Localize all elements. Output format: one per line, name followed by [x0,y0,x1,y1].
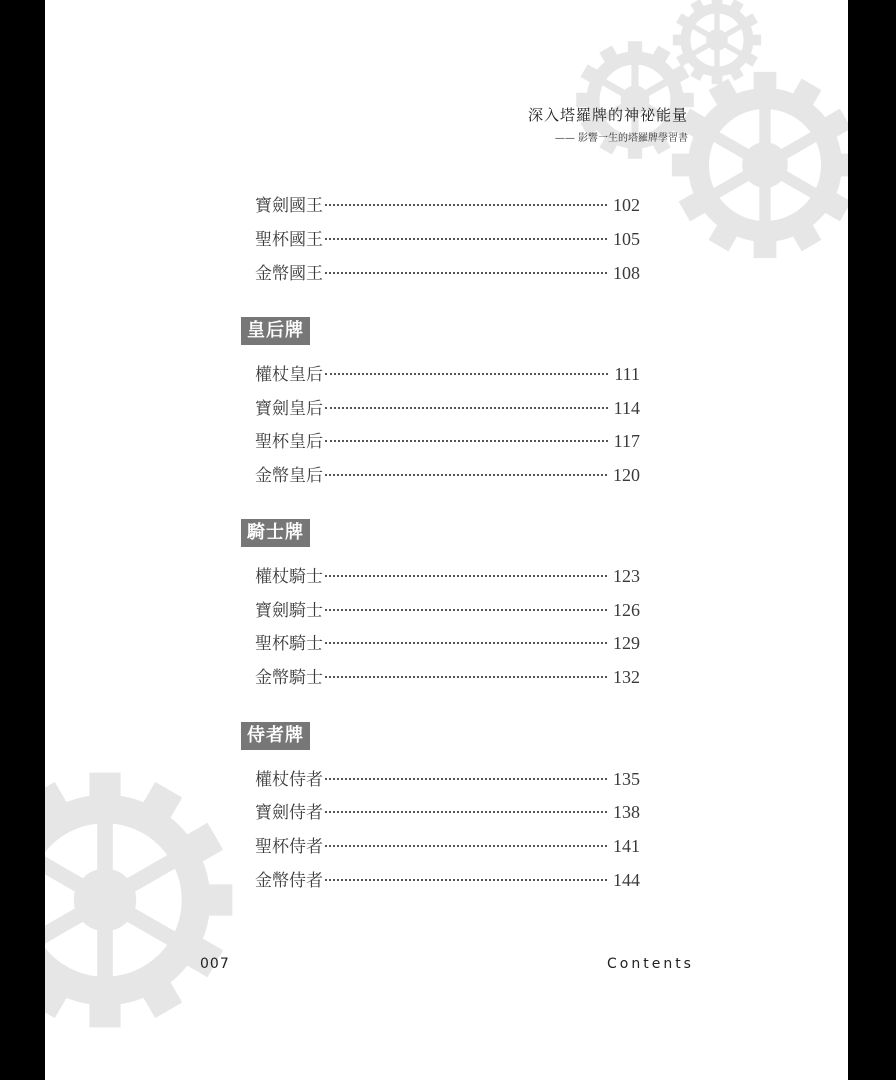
book-title: 深入塔羅牌的神祕能量 [527,106,688,124]
toc-entry-label: 寶劍國王 [255,196,323,216]
toc-entry-page: 105 [613,229,640,249]
toc-entry[interactable] [255,461,640,485]
toc-entry-page: 144 [613,870,640,890]
page-number: 007 [200,956,230,972]
running-footer-label: Contents [607,956,694,972]
toc-entry[interactable] [255,629,640,653]
dot-leader [325,879,607,881]
toc-entry[interactable] [255,360,640,384]
toc-entry[interactable] [255,427,640,451]
book-page [45,0,848,1080]
toc-entry[interactable] [255,866,640,890]
toc-entry-label: 金幣皇后 [255,466,323,486]
toc-entry[interactable] [255,191,640,215]
dot-leader [325,811,607,813]
toc-entry-page: 108 [613,263,640,283]
dot-leader [325,575,607,577]
toc-entry-label: 寶劍侍者 [255,803,323,823]
dot-leader [325,272,607,274]
toc-entry-label: 聖杯皇后 [255,432,323,452]
toc-entry-page: 132 [613,667,640,687]
book-subtitle: —— 影響一生的塔羅牌學習書 [554,133,688,144]
toc-entry[interactable] [255,798,640,822]
toc-entry-page: 141 [613,836,640,856]
toc-entry-label: 權杖侍者 [255,770,323,790]
dot-leader [325,642,607,644]
toc-entry[interactable] [255,663,640,687]
section-heading-queen: 皇后牌 [241,317,310,345]
toc-entry[interactable] [255,394,640,418]
dot-leader [325,238,607,240]
toc-entry-label: 金幣騎士 [255,668,323,688]
toc-entry-label: 聖杯國王 [255,230,323,250]
toc-entry-label: 聖杯騎士 [255,634,323,654]
toc-entry-page: 138 [613,802,640,822]
dot-leader [325,440,608,442]
toc-entry-page: 123 [613,566,640,586]
toc-entry[interactable] [255,259,640,283]
dot-leader [325,845,607,847]
toc-entry[interactable] [255,225,640,249]
toc-entry-label: 權杖皇后 [255,365,323,385]
toc-entry-label: 寶劍騎士 [255,601,323,621]
toc-entry-page: 120 [613,465,640,485]
toc-entry-page: 126 [613,600,640,620]
toc-entry-page: 114 [613,398,640,418]
toc-entry-page: 117 [613,431,640,451]
table-of-contents [45,0,848,1080]
toc-entry-page: 129 [613,633,640,653]
toc-entry[interactable] [255,562,640,586]
toc-entry[interactable] [255,765,640,789]
toc-entry-page: 111 [614,364,640,384]
toc-entry-label: 權杖騎士 [255,567,323,587]
toc-entry-page: 102 [613,195,640,215]
toc-entry[interactable] [255,832,640,856]
toc-entry[interactable] [255,596,640,620]
section-heading-page: 侍者牌 [241,722,310,750]
toc-entry-page: 135 [613,769,640,789]
section-heading-knight: 騎士牌 [241,519,310,547]
toc-entry-label: 金幣國王 [255,264,323,284]
dot-leader [325,778,607,780]
toc-entry-label: 金幣侍者 [255,871,323,891]
dot-leader [325,676,607,678]
dot-leader [325,407,608,409]
dot-leader [325,609,607,611]
toc-entry-label: 寶劍皇后 [255,399,323,419]
toc-entry-label: 聖杯侍者 [255,837,323,857]
dot-leader [325,204,607,206]
dot-leader [325,474,607,476]
dot-leader [325,373,608,375]
